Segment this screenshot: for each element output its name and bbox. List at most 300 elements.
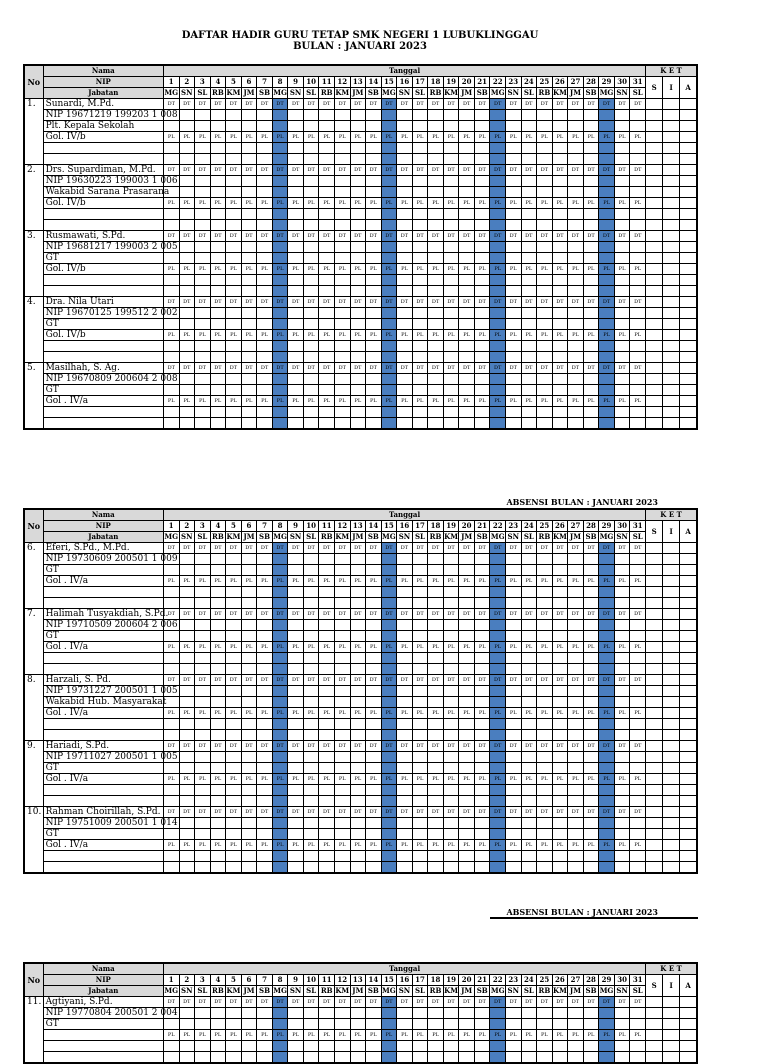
attendance-mark: PL — [428, 198, 444, 209]
ket-cell — [663, 209, 680, 220]
attendance-cell — [428, 407, 444, 418]
attendance-mark: DT — [552, 165, 568, 176]
attendance-cell — [490, 121, 506, 132]
attendance-cell — [537, 664, 553, 675]
attendance-cell — [568, 341, 584, 352]
attendance-mark: DT — [288, 543, 304, 554]
attendance-cell — [210, 587, 226, 598]
attendance-mark: PL — [506, 198, 522, 209]
attendance-cell — [303, 154, 319, 165]
attendance-cell — [583, 275, 599, 286]
attendance-cell — [319, 851, 335, 862]
attendance-cell — [599, 829, 615, 840]
attendance-cell — [428, 220, 444, 231]
attendance-mark: PL — [272, 1030, 288, 1041]
attendance-cell — [210, 829, 226, 840]
day-number: 21 — [474, 521, 490, 532]
table-row — [24, 1052, 697, 1064]
attendance-cell — [272, 829, 288, 840]
attendance-mark: DT — [583, 807, 599, 818]
attendance-mark: PL — [288, 396, 304, 407]
attendance-cell — [366, 187, 382, 198]
attendance-cell — [241, 1008, 257, 1019]
attendance-cell — [366, 209, 382, 220]
table-row — [24, 121, 697, 132]
attendance-cell — [443, 653, 459, 664]
ket-cell — [663, 253, 680, 264]
attendance-mark: DT — [412, 807, 428, 818]
attendance-cell — [521, 341, 537, 352]
teacher-nip: NIP 19711027 200501 1 005 — [43, 752, 163, 763]
attendance-cell — [443, 554, 459, 565]
attendance-cell — [397, 620, 413, 631]
attendance-mark: DT — [459, 543, 475, 554]
attendance-cell — [630, 697, 646, 708]
day-name: MG — [599, 986, 614, 995]
ket-cell — [680, 763, 697, 774]
attendance-cell — [179, 686, 195, 697]
attendance-cell — [443, 719, 459, 730]
attendance-cell — [552, 187, 568, 198]
attendance-cell — [241, 253, 257, 264]
attendance-cell — [226, 664, 242, 675]
attendance-cell — [195, 1041, 211, 1052]
day-number: 25 — [537, 975, 553, 986]
attendance-cell — [428, 719, 444, 730]
attendance-cell — [366, 851, 382, 862]
attendance-mark: DT — [288, 997, 304, 1008]
attendance-cell — [490, 554, 506, 565]
attendance-cell — [319, 341, 335, 352]
attendance-cell — [288, 653, 304, 664]
day-number: 15 — [381, 975, 397, 986]
attendance-cell — [319, 1019, 335, 1030]
attendance-cell — [272, 308, 288, 319]
attendance-mark: PL — [210, 132, 226, 143]
attendance-cell — [412, 862, 428, 874]
attendance-cell — [195, 1019, 211, 1030]
attendance-cell — [552, 154, 568, 165]
attendance-mark: PL — [443, 198, 459, 209]
teacher-number — [24, 110, 43, 121]
attendance-cell — [506, 275, 522, 286]
attendance-mark: DT — [241, 807, 257, 818]
attendance-mark: DT — [366, 609, 382, 620]
attendance-mark: DT — [163, 99, 179, 110]
ket-cell — [646, 1030, 663, 1041]
attendance-mark: PL — [179, 774, 195, 785]
attendance-cell — [599, 253, 615, 264]
attendance-mark: DT — [397, 363, 413, 374]
attendance-cell — [179, 631, 195, 642]
attendance-cell — [163, 407, 179, 418]
table-row — [24, 253, 697, 264]
blank-line — [43, 664, 163, 675]
attendance-cell — [614, 719, 630, 730]
teacher-nip: NIP 19710509 200604 2 006 — [43, 620, 163, 631]
attendance-mark: PL — [195, 396, 211, 407]
attendance-cell — [443, 1041, 459, 1052]
attendance-mark: DT — [583, 99, 599, 110]
day-name: SN — [506, 532, 522, 543]
attendance-mark: DT — [179, 165, 195, 176]
table-row — [24, 697, 697, 708]
attendance-cell — [428, 587, 444, 598]
attendance-cell — [210, 697, 226, 708]
attendance-cell — [614, 286, 630, 297]
attendance-cell — [459, 187, 475, 198]
attendance-mark: PL — [257, 264, 273, 275]
attendance-cell — [334, 631, 350, 642]
day-name: SN — [506, 986, 522, 997]
attendance-mark: DT — [366, 231, 382, 242]
attendance-cell — [334, 1041, 350, 1052]
attendance-cell — [443, 187, 459, 198]
ket-cell — [680, 297, 697, 308]
day-number: 29 — [599, 521, 615, 532]
attendance-cell — [272, 385, 288, 396]
attendance-cell — [163, 1019, 179, 1030]
attendance-mark: DT — [163, 997, 179, 1008]
attendance-mark: PL — [226, 264, 242, 275]
attendance-cell — [583, 341, 599, 352]
day-name: JM — [350, 986, 366, 997]
attendance-mark: PL — [459, 708, 475, 719]
attendance-cell — [303, 796, 319, 807]
attendance-cell — [319, 653, 335, 664]
attendance-cell — [506, 1008, 522, 1019]
ket-cell — [663, 110, 680, 121]
attendance-mark: DT — [397, 165, 413, 176]
attendance-cell — [506, 407, 522, 418]
table-row — [24, 664, 697, 675]
teacher-golongan: Gol . IV/a — [43, 708, 163, 719]
attendance-cell — [303, 862, 319, 874]
attendance-cell — [568, 730, 584, 741]
attendance-cell — [272, 598, 288, 609]
teacher-jabatan: Plt. Kepala Sekolah — [43, 121, 163, 132]
attendance-mark: DT — [241, 543, 257, 554]
teacher-nip: NIP 19630223 199003 1 006 — [43, 176, 163, 187]
attendance-mark: DT — [537, 741, 553, 752]
attendance-mark: PL — [288, 774, 304, 785]
attendance-mark: DT — [195, 231, 211, 242]
attendance-cell — [630, 719, 646, 730]
table-row — [24, 730, 697, 741]
attendance-cell — [366, 697, 382, 708]
attendance-cell — [599, 220, 615, 231]
attendance-cell — [583, 253, 599, 264]
day-number: 23 — [506, 77, 522, 88]
attendance-cell — [241, 352, 257, 363]
attendance-cell — [537, 110, 553, 121]
day-name: SB — [366, 532, 382, 543]
attendance-mark: PL — [630, 132, 646, 143]
day-number: 26 — [552, 975, 568, 986]
table-row — [24, 785, 697, 796]
attendance-cell — [459, 1052, 475, 1064]
attendance-mark: PL — [226, 840, 242, 851]
attendance-cell — [474, 242, 490, 253]
day-name: SB — [474, 986, 490, 997]
attendance-mark: DT — [568, 609, 584, 620]
attendance-cell — [210, 631, 226, 642]
attendance-mark: PL — [303, 132, 319, 143]
attendance-mark: DT — [599, 675, 615, 686]
attendance-cell — [257, 862, 273, 874]
attendance-mark: DT — [226, 675, 242, 686]
blank-line — [43, 785, 163, 796]
ket-cell — [646, 829, 663, 840]
attendance-mark: DT — [226, 363, 242, 374]
attendance-mark: PL — [334, 576, 350, 587]
table-row — [24, 407, 697, 418]
teacher-number — [24, 862, 43, 874]
attendance-cell — [257, 565, 273, 576]
attendance-cell — [366, 407, 382, 418]
attendance-cell — [366, 818, 382, 829]
attendance-cell — [350, 341, 366, 352]
attendance-cell — [288, 785, 304, 796]
attendance-cell — [490, 653, 506, 664]
column-header-nama: Nama — [43, 509, 163, 521]
attendance-mark: PL — [428, 396, 444, 407]
attendance-cell — [630, 796, 646, 807]
ket-cell — [646, 675, 663, 686]
attendance-cell — [257, 319, 273, 330]
attendance-mark: PL — [568, 264, 584, 275]
attendance-mark: DT — [334, 363, 350, 374]
attendance-cell — [226, 286, 242, 297]
teacher-number — [24, 840, 43, 851]
attendance-mark: PL — [366, 330, 382, 341]
attendance-cell — [303, 1041, 319, 1052]
teacher-number — [24, 664, 43, 675]
ket-column-a: A — [680, 77, 697, 99]
attendance-mark: PL — [537, 198, 553, 209]
ket-cell — [646, 763, 663, 774]
attendance-cell — [412, 242, 428, 253]
attendance-cell — [428, 664, 444, 675]
attendance-mark: DT — [288, 741, 304, 752]
day-name: MG — [490, 88, 505, 97]
attendance-mark: PL — [241, 774, 257, 785]
attendance-mark: PL — [443, 330, 459, 341]
attendance-cell — [334, 242, 350, 253]
day-number: 4 — [210, 975, 226, 986]
teacher-nip: NIP 19670809 200604 2 008 — [43, 374, 163, 385]
attendance-mark: PL — [226, 330, 242, 341]
attendance-cell — [241, 785, 257, 796]
attendance-mark: DT — [381, 363, 397, 374]
attendance-cell — [163, 286, 179, 297]
attendance-cell — [288, 1041, 304, 1052]
attendance-mark: PL — [303, 642, 319, 653]
attendance-cell — [412, 407, 428, 418]
attendance-mark: DT — [552, 543, 568, 554]
day-name: MG — [490, 986, 505, 995]
attendance-mark: PL — [614, 708, 630, 719]
attendance-mark: DT — [583, 231, 599, 242]
attendance-mark: DT — [552, 609, 568, 620]
attendance-cell — [428, 1041, 444, 1052]
attendance-mark: DT — [303, 363, 319, 374]
document-subtitle: BULAN : JANUARI 2023 — [293, 41, 427, 52]
attendance-mark: PL — [474, 198, 490, 209]
attendance-cell — [226, 154, 242, 165]
attendance-mark: DT — [459, 997, 475, 1008]
attendance-cell — [334, 620, 350, 631]
attendance-cell — [226, 686, 242, 697]
attendance-cell — [568, 385, 584, 396]
attendance-mark: PL — [568, 330, 584, 341]
day-number: 15 — [381, 521, 397, 532]
attendance-mark: PL — [179, 396, 195, 407]
attendance-cell — [257, 796, 273, 807]
attendance-cell — [397, 143, 413, 154]
attendance-mark: PL — [568, 396, 584, 407]
attendance-cell — [521, 851, 537, 862]
attendance-cell — [241, 308, 257, 319]
attendance-cell — [614, 341, 630, 352]
attendance-cell — [630, 352, 646, 363]
attendance-cell — [630, 187, 646, 198]
attendance-cell — [568, 554, 584, 565]
attendance-mark: PL — [195, 264, 211, 275]
attendance-mark: DT — [241, 231, 257, 242]
attendance-mark: DT — [521, 997, 537, 1008]
attendance-cell — [583, 286, 599, 297]
attendance-cell — [179, 664, 195, 675]
attendance-mark: DT — [397, 231, 413, 242]
attendance-cell — [257, 1052, 273, 1064]
attendance-cell — [303, 275, 319, 286]
attendance-cell — [226, 187, 242, 198]
blank-line — [43, 352, 163, 363]
ket-cell — [646, 286, 663, 297]
attendance-cell — [381, 319, 397, 330]
day-number: 11 — [319, 975, 335, 986]
attendance-cell — [350, 1019, 366, 1030]
attendance-mark: PL — [334, 708, 350, 719]
attendance-mark: DT — [334, 997, 350, 1008]
attendance-cell — [521, 1019, 537, 1030]
attendance-mark: DT — [226, 165, 242, 176]
attendance-cell — [350, 730, 366, 741]
attendance-mark: PL — [428, 264, 444, 275]
attendance-mark: PL — [366, 132, 382, 143]
ket-cell — [663, 840, 680, 851]
attendance-cell — [257, 752, 273, 763]
attendance-mark: PL — [195, 642, 211, 653]
attendance-mark: PL — [241, 330, 257, 341]
day-number: 10 — [303, 521, 319, 532]
attendance-cell — [490, 697, 506, 708]
attendance-mark: DT — [366, 741, 382, 752]
attendance-cell — [614, 418, 630, 430]
attendance-cell — [350, 631, 366, 642]
table-row — [24, 209, 697, 220]
ket-cell — [646, 587, 663, 598]
attendance-cell — [288, 242, 304, 253]
table-row — [24, 587, 697, 598]
attendance-cell — [210, 341, 226, 352]
column-header-jabatan: Jabatan — [43, 88, 163, 99]
attendance-mark: DT — [179, 99, 195, 110]
attendance-cell — [241, 121, 257, 132]
attendance-mark: PL — [630, 840, 646, 851]
ket-cell — [646, 275, 663, 286]
attendance-mark: PL — [521, 132, 537, 143]
attendance-cell — [350, 275, 366, 286]
attendance-cell — [412, 587, 428, 598]
day-name: SN — [179, 532, 195, 543]
day-name: KM — [226, 88, 241, 97]
attendance-mark: DT — [428, 231, 444, 242]
table-row — [24, 554, 697, 565]
attendance-cell — [288, 121, 304, 132]
attendance-cell — [428, 176, 444, 187]
attendance-table — [23, 962, 698, 1064]
ket-cell — [663, 763, 680, 774]
attendance-cell — [381, 862, 397, 874]
attendance-cell — [568, 242, 584, 253]
attendance-cell — [490, 407, 506, 418]
day-name: RB — [320, 88, 333, 97]
attendance-cell — [614, 143, 630, 154]
attendance-mark: PL — [334, 264, 350, 275]
attendance-cell — [599, 598, 615, 609]
document-title: DAFTAR HADIR GURU TETAP SMK NEGERI 1 LUBUKLINGGAU — [181, 30, 539, 41]
ket-cell — [663, 242, 680, 253]
attendance-cell — [630, 664, 646, 675]
ket-cell — [663, 220, 680, 231]
attendance-cell — [381, 664, 397, 675]
ket-cell — [663, 143, 680, 154]
attendance-cell — [506, 209, 522, 220]
teacher-jabatan: GT — [43, 1019, 163, 1030]
attendance-cell — [319, 253, 335, 264]
attendance-cell — [412, 275, 428, 286]
attendance-cell — [366, 143, 382, 154]
teacher-number — [24, 1030, 43, 1041]
attendance-mark: PL — [521, 774, 537, 785]
attendance-cell — [412, 143, 428, 154]
attendance-cell — [459, 686, 475, 697]
teacher-number: 11. — [24, 997, 43, 1008]
teacher-number — [24, 418, 43, 430]
attendance-cell — [303, 374, 319, 385]
attendance-cell — [537, 697, 553, 708]
day-number: 2 — [179, 975, 195, 986]
attendance-cell — [459, 730, 475, 741]
attendance-cell — [552, 121, 568, 132]
table-row — [24, 132, 697, 143]
attendance-mark: DT — [412, 609, 428, 620]
attendance-cell — [443, 286, 459, 297]
attendance-cell — [334, 253, 350, 264]
day-name: JM — [350, 532, 366, 543]
attendance-cell — [163, 598, 179, 609]
attendance-mark: PL — [459, 642, 475, 653]
attendance-cell — [226, 242, 242, 253]
attendance-cell — [350, 1052, 366, 1064]
attendance-mark: DT — [257, 675, 273, 686]
attendance-cell — [350, 785, 366, 796]
attendance-cell — [381, 286, 397, 297]
attendance-cell — [599, 719, 615, 730]
attendance-cell — [350, 286, 366, 297]
